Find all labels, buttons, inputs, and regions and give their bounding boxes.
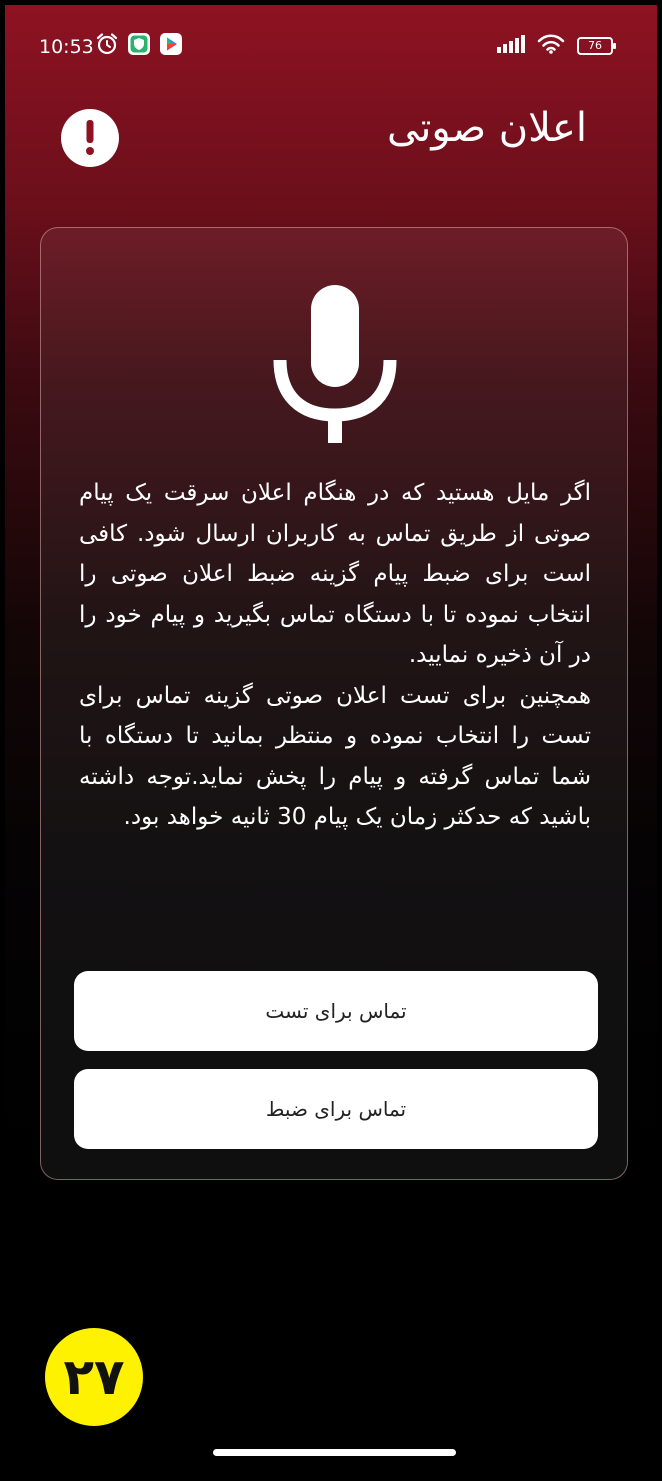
play-store-icon [159, 32, 183, 56]
info-button[interactable] [61, 109, 119, 167]
battery-icon [577, 36, 617, 56]
description-paragraph-2: همچنین برای تست اعلان صوتی گزینه تماس برای تست را انتخاب نموده و منتظر بمانید تا دستگاه با شما تماس گرفته و پیام را پخش نماید.توجه داشته باشید که حدکثر زمان یک پیام 30 ثانیه خواهد بود. [79, 682, 591, 830]
step-number-badge: ۲۷ [45, 1328, 143, 1426]
shield-app-icon [127, 32, 151, 56]
page-title: اعلان صوتی [386, 105, 587, 151]
description-text [79, 473, 591, 838]
battery-level: 76 [588, 39, 602, 52]
exclamation-icon [83, 120, 97, 156]
wifi-icon [537, 34, 565, 58]
description-paragraph-1: اگر مایل هستید که در هنگام اعلان سرقت یک پیام صوتی از طریق تماس به کاربران ارسال شود. کافی است برای ضبط پیام گزینه ضبط اعلان صوتی را انتخاب نموده تا با دستگاه تماس بگیرید و پیام خود را در آن ذخیره نمایید. [79, 480, 591, 668]
call-for-test-button[interactable]: تماس برای تست [74, 971, 598, 1051]
notification-icons [95, 32, 183, 56]
voice-alert-card [40, 227, 628, 1180]
system-icons [497, 34, 617, 58]
microphone-icon [273, 283, 397, 445]
screen [3, 3, 659, 1475]
status-bar [5, 5, 657, 85]
home-indicator[interactable] [213, 1449, 456, 1456]
signal-icon [497, 35, 525, 57]
alarm-clock-icon [95, 32, 119, 56]
status-time: 10:53 [39, 36, 94, 58]
call-for-record-button[interactable]: تماس برای ضبط [74, 1069, 598, 1149]
